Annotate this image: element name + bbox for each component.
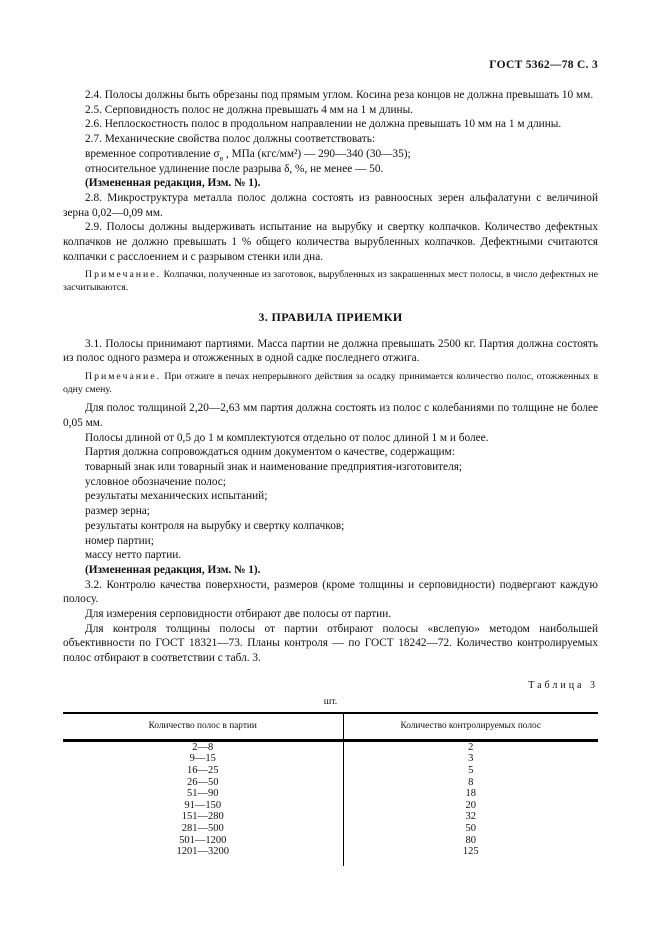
cell-controlled-count: 20 <box>465 799 476 811</box>
para-thickness-batch: Для полос толщиной 2,20—2,63 мм партия должна состоять из полос с колебаниями по толщине не более 0,05 мм. <box>63 402 598 429</box>
quality-document-item: номер партии; <box>85 534 154 547</box>
column-header-controlled-count: Количество контролируемых полос <box>343 713 598 741</box>
cell-batch-range: 16—25 <box>63 765 343 777</box>
table-row <box>63 811 598 823</box>
note-continuous-furnace <box>63 371 598 396</box>
para-amended-note-1: (Измененная редакция, Изм. № 1). <box>85 177 261 190</box>
para-thickness-control: Для контроля толщины полосы от партии отбирают полосы «вслепую» методом наибольшей объективности по ГОСТ 18321—73. Планы контроля — по ГОСТ 18242—72. Количество контролируемых полос отбирают в соответствии с табл. 3. <box>63 622 598 665</box>
para-elongation: относительное удлинение после разрыва δ, %, не менее — 50. <box>85 162 384 175</box>
sampling-table-header <box>63 713 598 741</box>
para-amended-note-2: (Измененная редакция, Изм. № 1). <box>85 563 261 576</box>
mech-resistance-text: временное сопротивление σ <box>85 147 220 160</box>
cell-batch-range: 501—1200 <box>63 835 343 847</box>
note-text: Колпачки, полученные из заготовок, вырубленных из закрашенных мест полосы, в число дефектных не засчитываются. <box>63 269 598 294</box>
cell-batch-range: 51—90 <box>63 788 343 800</box>
quality-document-items <box>63 460 598 563</box>
para-mech-resistance <box>63 147 598 162</box>
cell-batch-range: 2—8 <box>63 740 343 753</box>
table-row <box>63 765 598 777</box>
mech-resistance-values: , МПа (кгс/мм²) — 290—340 (30—35); <box>223 147 411 160</box>
cell-batch-range: 151—280 <box>63 811 343 823</box>
table-row <box>63 800 598 812</box>
cell-controlled-count: 125 <box>462 846 479 858</box>
quality-document-item: результаты контроля на вырубку и свертку колпачков; <box>85 519 345 532</box>
para-2-6: 2.6. Неплоскостность полос в продольном направлении не должна превышать 10 мм на 1 м длины. <box>85 118 562 131</box>
cell-batch-range: 91—150 <box>63 800 343 812</box>
column-header-batch-size: Количество полос в партии <box>63 713 343 741</box>
table-caption: Таблица 3 <box>528 679 598 691</box>
sigma-subscript: в <box>219 153 224 163</box>
note-label: Примечание. <box>85 269 162 281</box>
cell-controlled-count: 3 <box>468 753 474 765</box>
table-unit-label: шт. <box>323 695 338 707</box>
sampling-table-body <box>63 740 598 857</box>
doc-header-standard-number: ГОСТ 5362—78 С. 3 <box>489 59 598 71</box>
cell-controlled-count: 80 <box>465 834 476 846</box>
note-text: При отжиге в печах непрерывного действия за осадку принимается количество полос, отожженных в одну смену. <box>63 371 598 395</box>
cell-controlled-count: 32 <box>465 811 476 823</box>
para-2-7: 2.7. Механические свойства полос должны соответствовать: <box>85 133 375 146</box>
cell-batch-range: 1201—3200 <box>63 846 343 858</box>
quality-document-item: результаты механических испытаний; <box>85 490 268 503</box>
cell-batch-range: 9—15 <box>63 753 343 765</box>
table-row <box>63 788 598 800</box>
para-3-1: 3.1. Полосы принимают партиями. Масса партии не должна превышать 2500 кг. Партия должна состоять из полос одного размера и отожженных в одной садке последнего отжига. <box>63 337 598 365</box>
quality-document-item: условное обозначение полос; <box>85 475 226 488</box>
table-tail-spacer <box>63 858 598 866</box>
para-2-4: 2.4. Полосы должны быть обрезаны под прямым углом. Косина реза концов не должна превышать 10 мм. <box>85 89 594 101</box>
table-row <box>63 823 598 835</box>
para-length-grouping: Полосы длиной от 0,5 до 1 м комплектуются отдельно от полос длиной 1 м и более. <box>85 431 489 444</box>
para-sickle-sampling: Для измерения серповидности отбирают две полосы от партии. <box>85 608 392 621</box>
section-3-heading: 3. ПРАВИЛА ПРИЕМКИ <box>258 309 403 324</box>
table-row <box>63 777 598 789</box>
cell-controlled-count: 18 <box>465 788 476 800</box>
para-2-5: 2.5. Серповидность полос не должна превышать 4 мм на 1 м длины. <box>85 103 414 116</box>
table-row <box>63 753 598 765</box>
para-2-9: 2.9. Полосы должны выдерживать испытание на вырубку и свертку колпачков. Количество дефектных колпачков не должно превышать 1 % общего количества вырубленных колпачков. Дефектными считаются колпачки с расслоением и с разрывом стенки или дна. <box>63 221 598 263</box>
cell-batch-range: 26—50 <box>63 777 343 789</box>
quality-document-item: товарный знак или товарный знак и наименование предприятия-изготовителя; <box>85 461 463 474</box>
cell-controlled-count: 50 <box>465 823 476 835</box>
quality-document-item: размер зерна; <box>85 505 150 518</box>
cell-controlled-count: 2 <box>468 741 474 753</box>
cell-controlled-count: 5 <box>468 765 474 777</box>
para-quality-document: Партия должна сопровождаться одним документом о качестве, содержащим: <box>85 446 455 459</box>
para-3-2: 3.2. Контролю качества поверхности, размеров (кроме толщины и серповидности) подвергают каждую полосу. <box>63 578 598 606</box>
sampling-table <box>63 712 598 866</box>
cell-batch-range: 281—500 <box>63 823 343 835</box>
table-row <box>63 740 598 753</box>
note-defective-caps <box>63 269 598 294</box>
note-label: Примечание. <box>85 371 162 383</box>
table-row <box>63 846 598 858</box>
quality-document-item: массу нетто партии. <box>85 549 182 562</box>
cell-controlled-count: 8 <box>468 776 474 788</box>
table-row <box>63 835 598 847</box>
para-2-8: 2.8. Микроструктура металла полос должна состоять из равноосных зерен альфалатуни с величиной зерна 0,02—0,09 мм. <box>63 191 598 219</box>
